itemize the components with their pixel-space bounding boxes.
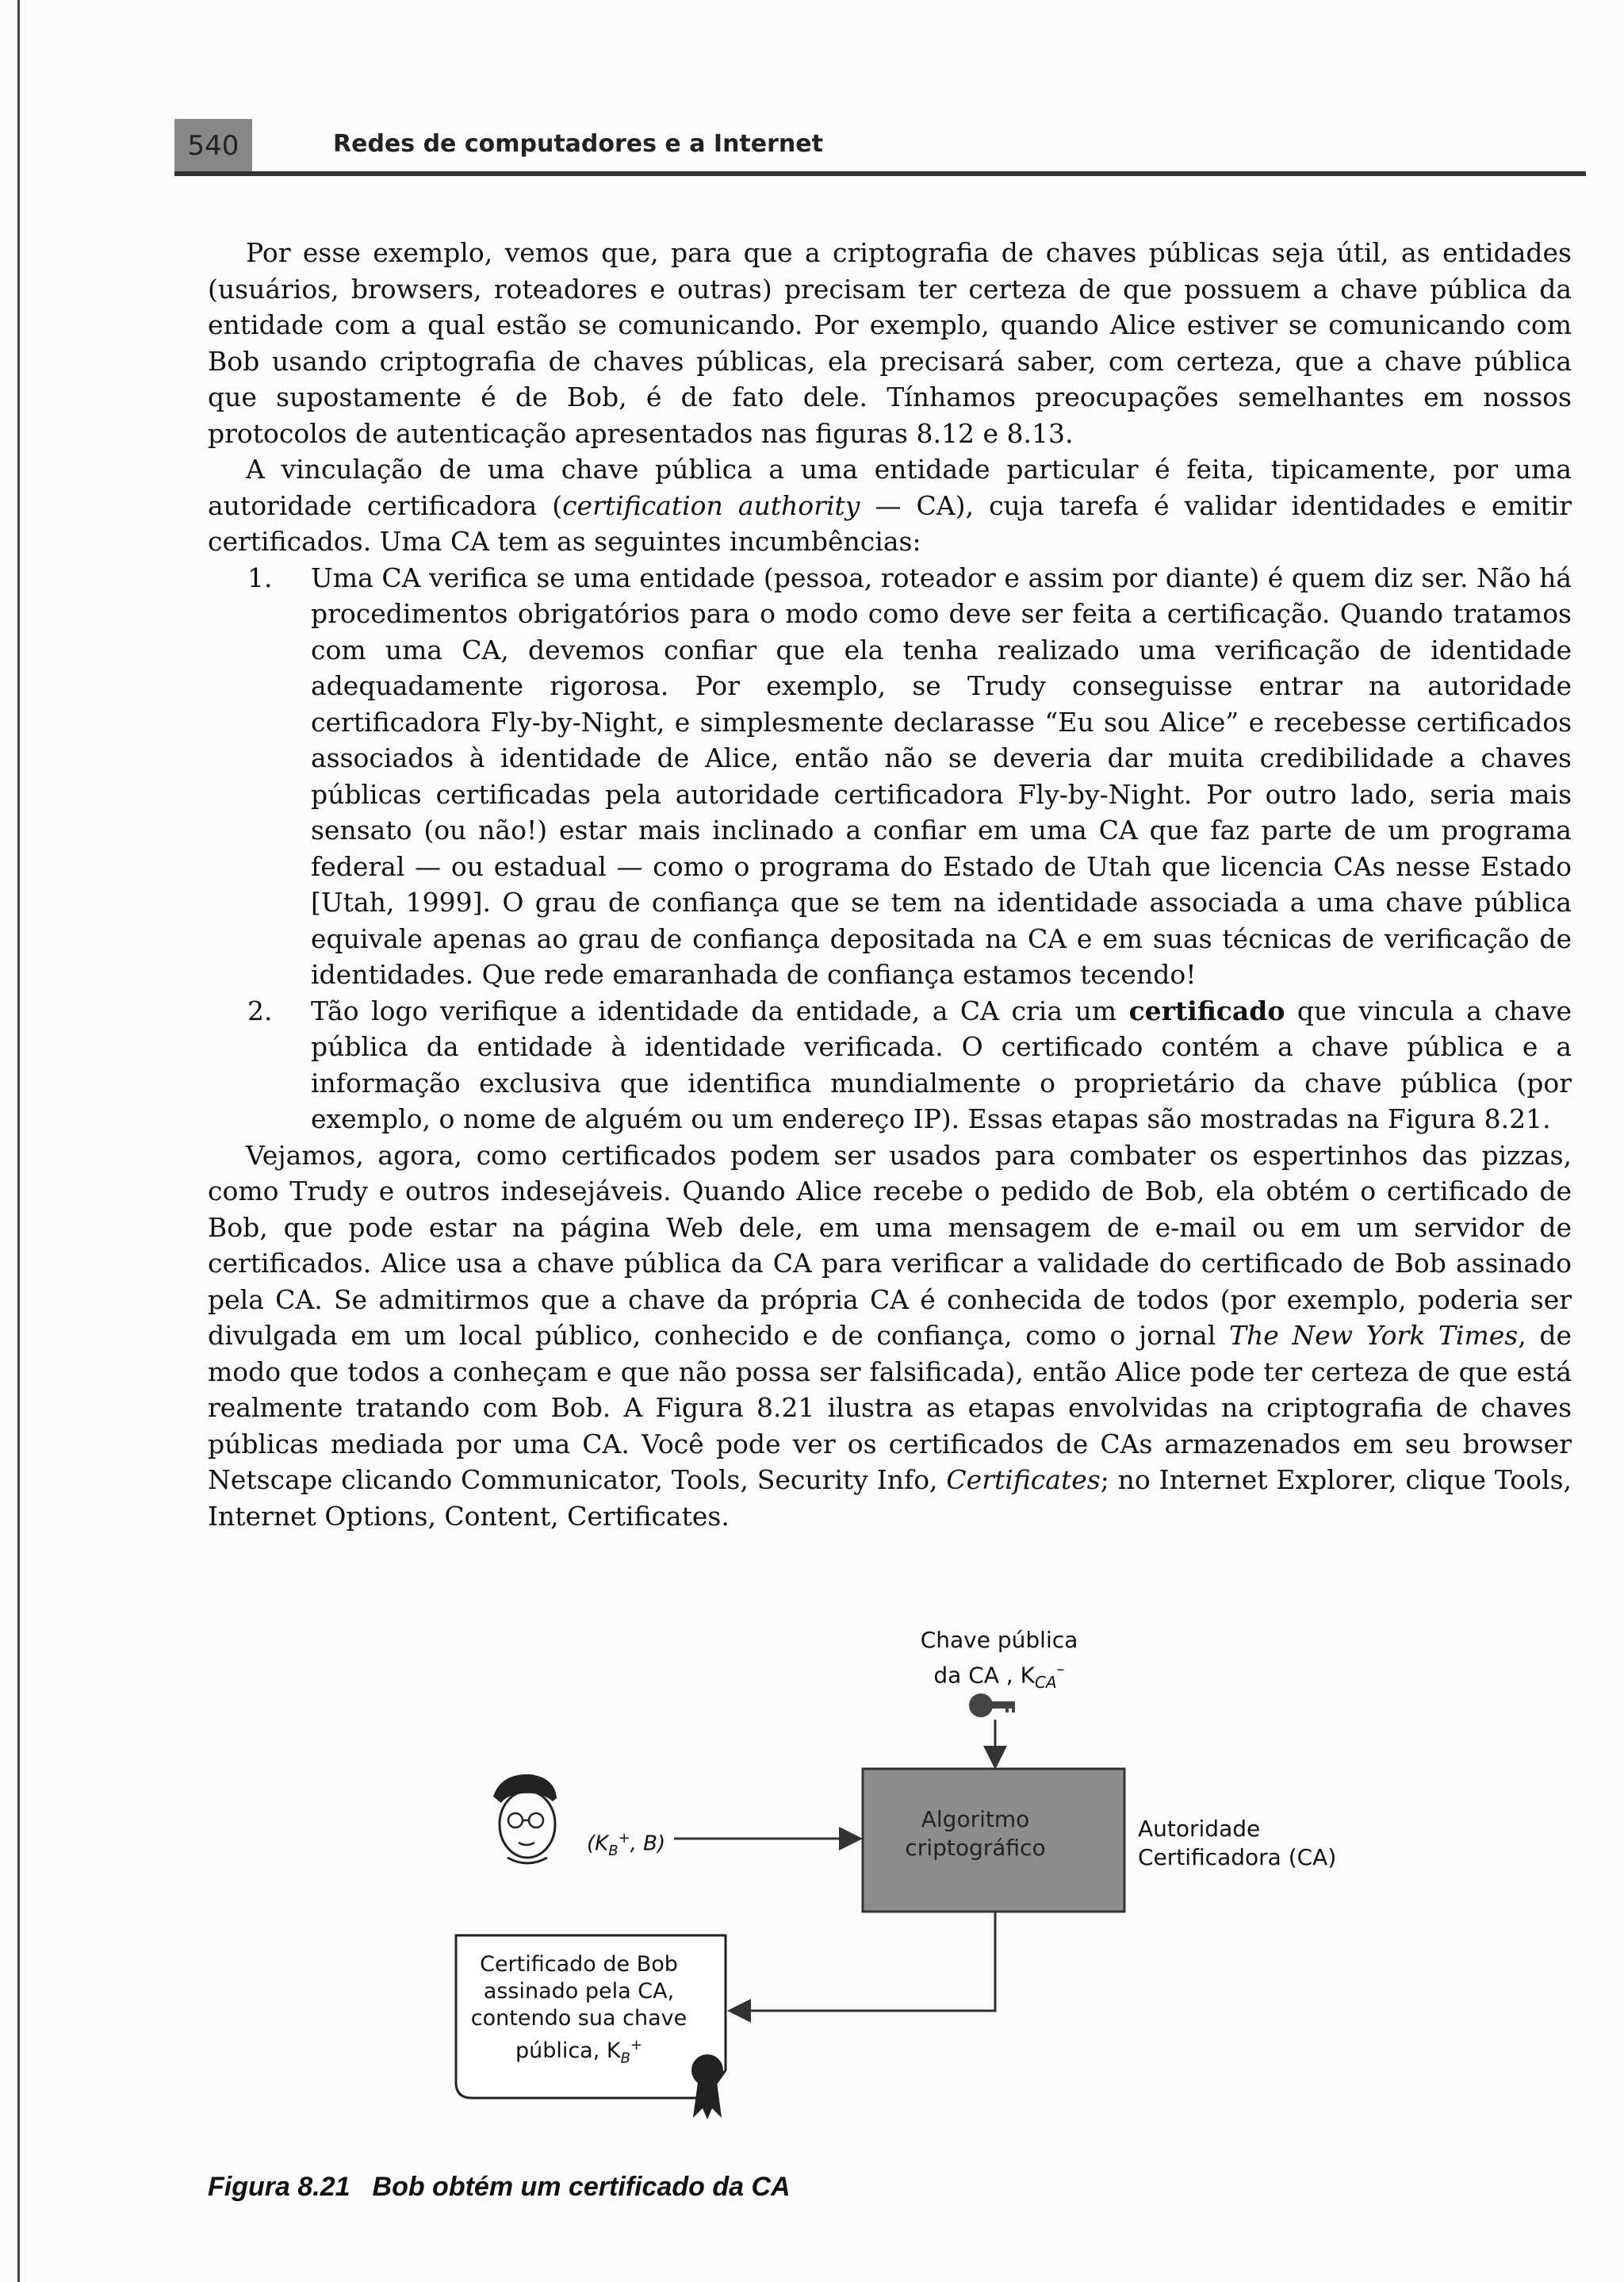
list-item-text: Uma CA verifica se uma entidade (pessoa, roteador e assim por diante) é quem diz ser. Não há procedimentos obrigatórios para o modo como deve ser feita a certificação. Quando tratamos com uma CA, devemos confiar que ela tenha realizado uma verificação de identidade adequadamente rigorosa. Por exemplo, se Trudy conseguisse entrar na autoridade certificadora Fly-by-Night, e simplesmente declarasse “Eu sou Alice” e recebesse certificados associados à identidade de Alice, então não se deveria dar muita credibilidade a chaves públicas certificadas pela autoridade certificadora Fly-by-Night. Por outro lado, seria mais sensato (ou não!) estar mais inclinado a confiar em uma CA que faz parte de um programa federal — ou estadual — como o programa do Estado de Utah que licencia CAs nesse Estado [Utah, 1999]. O grau de confiança que se tem na identidade associada a uma chave pública equivale apenas ao grau de confiança depositada na CA e em suas técnicas de verificação de identidades. Que rede emaranhada de confiança estamos tecendo! [311,562,1572,990]
certificate-authority-label [1138,1815,1392,1872]
list-item-text-post: que vincula a chave pública da entidade à identidade verificada. O certificado contém a chave pública e a informação exclusiva que identifica mundialmente o proprietário da chave pública (por exemplo, o nome de alguém ou um endereço IP). Essas etapas são mostradas na Figura 8.21. [311,995,1572,1134]
paragraph-2-pre: A vinculação de uma chave pública a uma entidade particular é feita, tipicamente, por uma autoridade certificadora ( [208,454,1572,521]
algorithm-label-line-2: criptográfico [905,1835,1046,1861]
list-item-number: 1. [247,562,273,593]
certificate-label-line-4: pública, $K_B^+$ [515,2037,643,2067]
body-text [208,235,1572,1534]
paragraph-3-certificates: Certificates [946,1464,1101,1495]
figure-8-21 [396,1602,1427,2157]
list-item [208,560,1572,993]
paragraph-3-mid: , de modo que todos a conheçam e que não possa ser falsificada), então Alice pode ter certeza de que está realmente tratando com Bob. A Figura 8.21 ilustra as etapas envolvidas na criptografia de chaves públicas mediada por uma CA. Você pode ver os certificados de CAs armazenados em seu browser Netscape clicando Communicator, Tools, Security Info, [208,1320,1572,1495]
key-icon [969,1693,1015,1717]
certificate-label-line-1: Certificado de Bob [480,1952,678,1977]
certificate-label-line-3: contendo sua chave [470,2006,688,2031]
ca-label-line-2: Certificadora (CA) [1138,1844,1337,1870]
list-item-number: 2. [247,995,273,1026]
ca-duties-list [208,560,1572,1137]
key-label-line-1: Chave pública [920,1627,1078,1653]
bob-key-message: ($K_B^+$, B) [587,1830,666,1859]
paragraph-2-post: — CA), cuja tarefa é validar identidades e emitir certificados. Uma CA tem as seguintes incumbências: [208,489,1572,557]
list-item-text-pre: Tão logo verifique a identidade da entidade, a CA cria um [311,995,1129,1026]
paragraph-3-post: ; no Internet Explorer, clique Tools, Internet Options, Content, Certificates. [208,1464,1572,1532]
paragraph-2-term: certification authority [562,489,860,521]
page-number: 540 [174,119,252,173]
page-header [174,119,1586,175]
paragraph-3-pre: Vejamos, agora, como certificados podem ser usados para combater os espertinhos das pizzas, como Trudy e outros indesejáveis. Quando Alice recebe o pedido de Bob, ela obtém o certificado de Bob, que pode estar na página Web dele, em uma mensagem de e-mail ou em um servidor de certificados. Alice usa a chave pública da CA para verificar a validade do certificado de Bob assinado pela CA. Se admitirmos que a chave da própria CA é conhecida de todos (por exemplo, poderia ser divulgada em um local público, conhecido e de confiança, como o jornal [208,1139,1572,1351]
ca-label-line-1: Autoridade [1138,1816,1261,1842]
paragraph-3-newspaper: The New York Times [1228,1320,1519,1351]
certificate-label-line-2: assinado pela CA, [483,1979,675,2004]
running-title: Redes de computadores e a Internet [333,130,823,158]
bob-icon [493,1774,557,1863]
paragraph-3 [208,1137,1572,1535]
ca-public-key-label [888,1626,1110,1697]
paragraph-1: Por esse exemplo, vemos que, para que a criptografia de chaves públicas seja útil, as entidades (usuários, browsers, roteadores e outras) precisam ter certeza de que possuem a chave pública da entidade com a qual estão se comunicando. Por exemplo, quando Alice estiver se comunicando com Bob usando criptografia de chaves públicas, ela precisará saber, com certeza, que a chave pública que supostamente é de Bob, é de fato dele. Tínhamos preocupações semelhantes em nossos protocolos de autenticação apresentados nas figuras 8.12 e 8.13. [208,237,1572,449]
list-item [208,993,1572,1137]
header-rule [174,171,1586,176]
algorithm-to-certificate-arrow [730,1912,995,2011]
page-edge-bar [17,0,20,2282]
key-label-line-2: da CA , $K_{CA}^-$ [933,1659,1065,1692]
figure-caption-title: Bob obtém um certificado da CA [372,2172,791,2202]
paragraph-2 [208,451,1572,560]
list-item-term: certificado [1128,995,1285,1026]
figure-caption [208,2172,791,2203]
figure-caption-label: Figura 8.21 [208,2172,350,2202]
certificate-label [460,1951,698,2072]
algorithm-label [856,1805,1094,1862]
algorithm-label-line-1: Algoritmo [921,1806,1030,1832]
